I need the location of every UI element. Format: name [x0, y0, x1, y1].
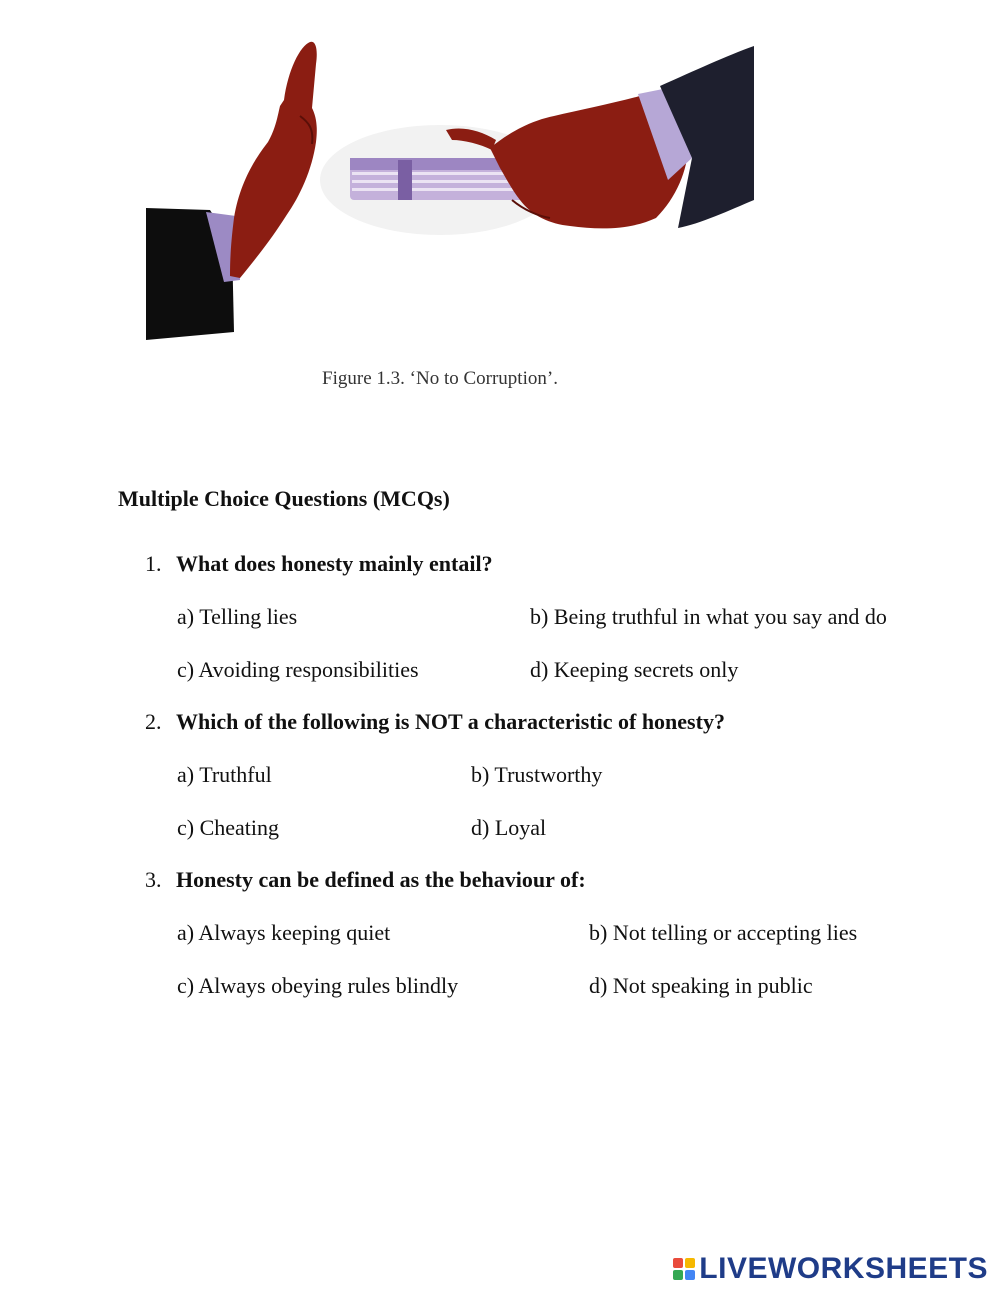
- q2-option-b[interactable]: b) Trustworthy: [471, 762, 603, 787]
- q3-option-a[interactable]: a) Always keeping quiet: [177, 920, 391, 945]
- question-number: 3.: [145, 867, 162, 892]
- section-title: Multiple Choice Questions (MCQs): [118, 486, 450, 511]
- question-text: Which of the following is NOT a characteristic of honesty?: [176, 709, 725, 734]
- figure-caption: Figure 1.3. ‘No to Corruption’.: [322, 368, 558, 389]
- q3-option-d[interactable]: d) Not speaking in public: [589, 973, 813, 998]
- question-1: [145, 551, 493, 577]
- q1-option-a[interactable]: a) Telling lies: [177, 604, 298, 629]
- logo-grid-icon: [673, 1258, 695, 1280]
- q1-option-d[interactable]: d) Keeping secrets only: [530, 657, 739, 682]
- q1-option-c[interactable]: c) Avoiding responsibilities: [177, 657, 419, 682]
- q2-option-a[interactable]: a) Truthful: [177, 762, 272, 787]
- question-text: What does honesty mainly entail?: [176, 551, 493, 576]
- q1-option-b[interactable]: b) Being truthful in what you say and do: [530, 604, 887, 629]
- q2-option-c[interactable]: c) Cheating: [177, 815, 280, 840]
- no-to-corruption-illustration: [140, 30, 760, 350]
- question-2: [145, 709, 725, 735]
- question-text: Honesty can be defined as the behaviour of:: [176, 867, 586, 892]
- q3-option-c[interactable]: c) Always obeying rules blindly: [177, 973, 459, 998]
- question-number: 1.: [145, 551, 162, 576]
- question-number: 2.: [145, 709, 162, 734]
- question-3: [145, 867, 586, 893]
- q3-option-b[interactable]: b) Not telling or accepting lies: [589, 920, 858, 945]
- q2-option-d[interactable]: d) Loyal: [471, 815, 547, 840]
- liveworksheets-logo: [673, 1252, 988, 1286]
- logo-text: LIVEWORKSHEETS: [699, 1252, 988, 1285]
- refusing-hand: [230, 42, 317, 278]
